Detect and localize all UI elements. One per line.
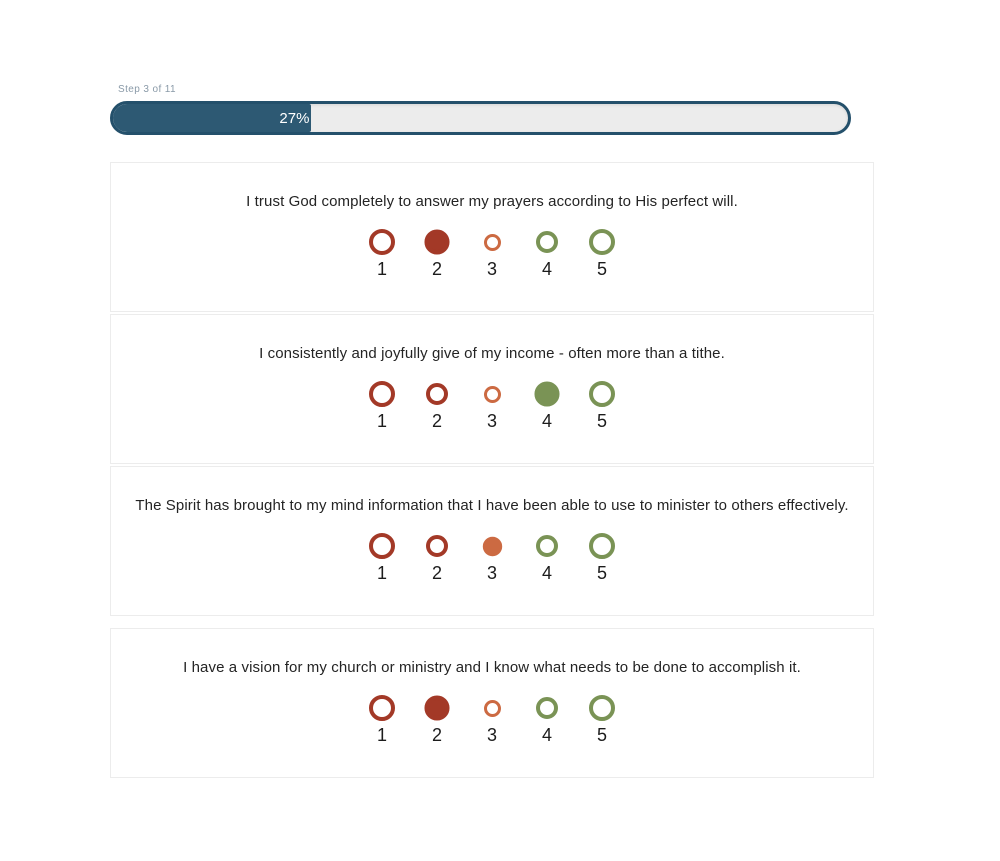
circle-box bbox=[426, 228, 448, 256]
radio-circle-icon[interactable] bbox=[589, 695, 615, 721]
rating-option-4[interactable] bbox=[520, 694, 575, 747]
radio-circle-icon[interactable] bbox=[484, 386, 501, 403]
question-text: I have a vision for my church or ministry and I know what needs to be done to accomplish it. bbox=[183, 659, 801, 676]
step-label: Step 3 of 11 bbox=[118, 84, 176, 95]
rating-value-label: 1 bbox=[376, 725, 387, 745]
rating-scale bbox=[125, 380, 859, 433]
rating-option-3[interactable] bbox=[465, 532, 520, 585]
radio-circle-icon[interactable] bbox=[424, 695, 449, 720]
rating-value-label: 2 bbox=[431, 563, 442, 583]
rating-value-label: 1 bbox=[376, 259, 387, 279]
radio-circle-icon[interactable] bbox=[484, 234, 501, 251]
circle-box bbox=[426, 380, 448, 408]
rating-scale bbox=[125, 532, 859, 585]
rating-option-4[interactable] bbox=[520, 228, 575, 281]
rating-option-4[interactable] bbox=[520, 532, 575, 585]
rating-value-label: 2 bbox=[431, 411, 442, 431]
rating-scale bbox=[125, 694, 859, 747]
radio-circle-icon[interactable] bbox=[369, 229, 395, 255]
circle-box bbox=[369, 694, 395, 722]
rating-value-label: 3 bbox=[486, 411, 497, 431]
circle-box bbox=[589, 380, 615, 408]
circle-box bbox=[484, 228, 501, 256]
rating-option-3[interactable] bbox=[465, 694, 520, 747]
rating-scale bbox=[125, 228, 859, 281]
circle-box bbox=[369, 532, 395, 560]
progress-section bbox=[110, 84, 874, 135]
rating-value-label: 2 bbox=[431, 259, 442, 279]
circle-box bbox=[536, 380, 558, 408]
question-text: I consistently and joyfully give of my income - often more than a tithe. bbox=[259, 345, 725, 362]
rating-option-1[interactable] bbox=[355, 694, 410, 747]
circle-box bbox=[484, 380, 501, 408]
radio-circle-icon[interactable] bbox=[424, 229, 449, 254]
rating-option-2[interactable] bbox=[410, 694, 465, 747]
radio-circle-icon[interactable] bbox=[589, 533, 615, 559]
radio-circle-icon[interactable] bbox=[536, 697, 558, 719]
circle-box bbox=[589, 694, 615, 722]
rating-option-4[interactable] bbox=[520, 380, 575, 433]
rating-option-2[interactable] bbox=[410, 228, 465, 281]
circle-box bbox=[369, 228, 395, 256]
circle-box bbox=[426, 532, 448, 560]
rating-value-label: 4 bbox=[541, 411, 552, 431]
circle-box bbox=[536, 228, 558, 256]
rating-option-3[interactable] bbox=[465, 380, 520, 433]
radio-circle-icon[interactable] bbox=[369, 695, 395, 721]
rating-value-label: 3 bbox=[486, 563, 497, 583]
rating-value-label: 4 bbox=[541, 725, 552, 745]
rating-value-label: 5 bbox=[596, 725, 607, 745]
rating-option-5[interactable] bbox=[575, 532, 630, 585]
circle-box bbox=[484, 532, 501, 560]
radio-circle-icon[interactable] bbox=[484, 700, 501, 717]
radio-circle-icon[interactable] bbox=[426, 383, 448, 405]
rating-option-1[interactable] bbox=[355, 228, 410, 281]
rating-option-1[interactable] bbox=[355, 532, 410, 585]
rating-value-label: 3 bbox=[486, 259, 497, 279]
rating-option-1[interactable] bbox=[355, 380, 410, 433]
question-card bbox=[110, 314, 874, 464]
rating-value-label: 5 bbox=[596, 411, 607, 431]
circle-box bbox=[484, 694, 501, 722]
rating-value-label: 1 bbox=[376, 411, 387, 431]
radio-circle-icon[interactable] bbox=[426, 535, 448, 557]
rating-value-label: 5 bbox=[596, 563, 607, 583]
circle-box bbox=[589, 532, 615, 560]
radio-circle-icon[interactable] bbox=[369, 381, 395, 407]
radio-circle-icon[interactable] bbox=[536, 535, 558, 557]
question-card bbox=[110, 162, 874, 312]
rating-value-label: 4 bbox=[541, 259, 552, 279]
radio-circle-icon[interactable] bbox=[482, 536, 501, 555]
circle-box bbox=[589, 228, 615, 256]
rating-option-5[interactable] bbox=[575, 228, 630, 281]
progress-fill bbox=[113, 104, 311, 132]
circle-box bbox=[536, 694, 558, 722]
rating-value-label: 4 bbox=[541, 563, 552, 583]
radio-circle-icon[interactable] bbox=[589, 381, 615, 407]
radio-circle-icon[interactable] bbox=[369, 533, 395, 559]
circle-box bbox=[369, 380, 395, 408]
progress-percent-label: 27% bbox=[279, 109, 310, 127]
question-card bbox=[110, 628, 874, 778]
rating-value-label: 3 bbox=[486, 725, 497, 745]
progress-bar bbox=[110, 101, 851, 135]
rating-option-2[interactable] bbox=[410, 380, 465, 433]
circle-box bbox=[536, 532, 558, 560]
rating-value-label: 1 bbox=[376, 563, 387, 583]
rating-option-5[interactable] bbox=[575, 694, 630, 747]
rating-option-5[interactable] bbox=[575, 380, 630, 433]
radio-circle-icon[interactable] bbox=[589, 229, 615, 255]
rating-option-3[interactable] bbox=[465, 228, 520, 281]
radio-circle-icon[interactable] bbox=[536, 231, 558, 253]
rating-option-2[interactable] bbox=[410, 532, 465, 585]
circle-box bbox=[426, 694, 448, 722]
question-list bbox=[110, 162, 874, 778]
radio-circle-icon[interactable] bbox=[534, 381, 559, 406]
question-text: I trust God completely to answer my prayers according to His perfect will. bbox=[246, 193, 738, 210]
question-text: The Spirit has brought to my mind information that I have been able to use to minister to others effectively. bbox=[135, 497, 849, 514]
rating-value-label: 5 bbox=[596, 259, 607, 279]
question-card bbox=[110, 466, 874, 616]
rating-value-label: 2 bbox=[431, 725, 442, 745]
